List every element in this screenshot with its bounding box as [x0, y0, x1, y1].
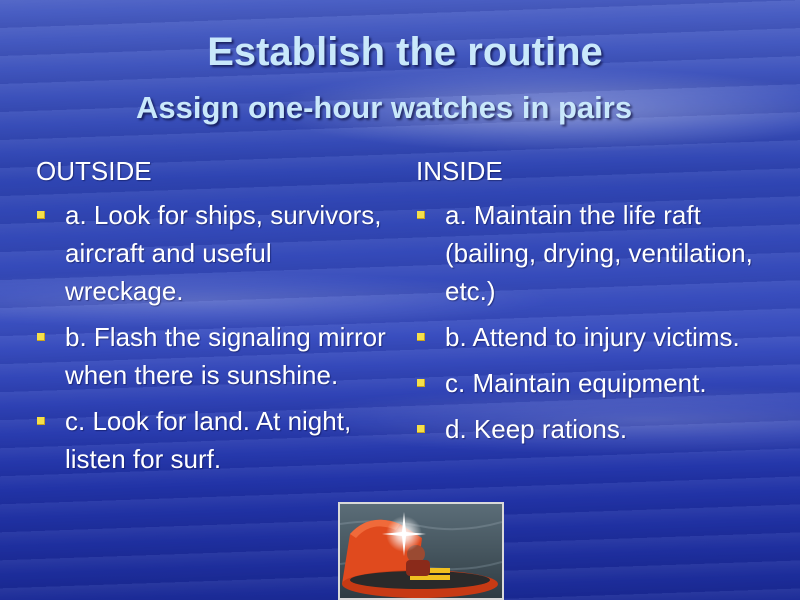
list-item	[416, 364, 786, 402]
life-raft-illustration	[340, 504, 502, 598]
outside-column	[36, 152, 386, 486]
slide-title: Establish the routine	[207, 30, 603, 74]
square-bullet-icon	[37, 211, 45, 219]
inside-column	[416, 152, 786, 456]
inside-heading: INSIDE	[416, 156, 503, 186]
slide-subtitle: Assign one-hour watches in pairs	[136, 90, 633, 125]
list-item-text: b. Flash the signaling mirror when there is sunshine.	[65, 322, 386, 390]
list-item	[36, 196, 386, 310]
square-bullet-icon	[417, 425, 425, 433]
square-bullet-icon	[417, 379, 425, 387]
list-item	[36, 402, 386, 478]
list-item-text: b. Attend to injury victims.	[445, 322, 740, 352]
list-item	[416, 196, 786, 310]
outside-heading: OUTSIDE	[36, 156, 152, 186]
list-item-text: a. Look for ships, survivors, aircraft and useful wreckage.	[65, 200, 382, 306]
square-bullet-icon	[417, 333, 425, 341]
list-item-text: c. Look for land. At night, listen for surf.	[65, 406, 352, 474]
list-item-text: a. Maintain the life raft (bailing, drying, ventilation, etc.)	[445, 200, 753, 306]
inside-list	[416, 196, 786, 448]
list-item-text: d. Keep rations.	[445, 414, 628, 444]
list-item	[416, 318, 786, 356]
square-bullet-icon	[417, 211, 425, 219]
list-item	[416, 410, 786, 448]
life-raft-photo	[338, 502, 504, 600]
square-bullet-icon	[37, 333, 45, 341]
list-item-text: c. Maintain equipment.	[445, 368, 707, 398]
square-bullet-icon	[37, 417, 45, 425]
list-item	[36, 318, 386, 394]
outside-list	[36, 196, 386, 478]
